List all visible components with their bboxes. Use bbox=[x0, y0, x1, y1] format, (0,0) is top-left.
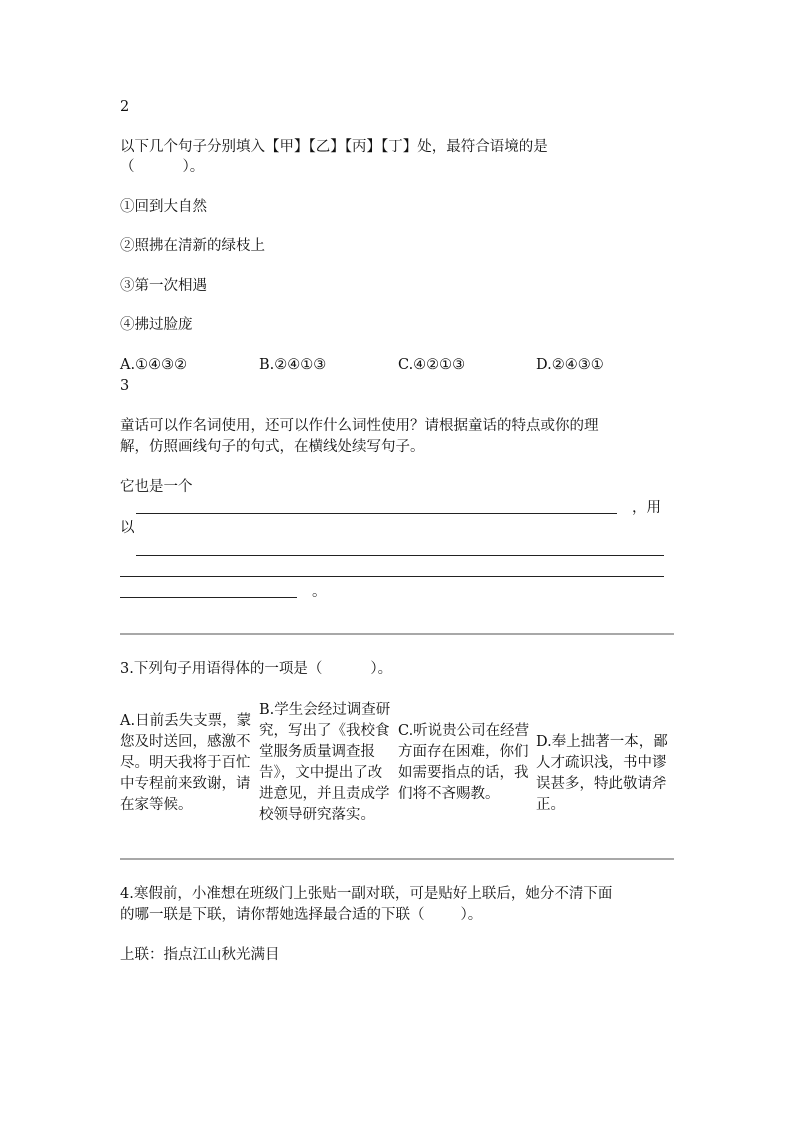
fill-mid2: 以 bbox=[120, 520, 135, 536]
option-b-cell[interactable]: B.学生会经过调查研究，写出了《我校食堂服务质量调查报告》，文中提出了改进意见，并且责成学校领导研究落实。 bbox=[259, 702, 391, 823]
option-c-cell[interactable]: C.听说贵公司在经营方面存在困难，你们如需要指点的话，我们将不吝赐教。 bbox=[398, 723, 530, 802]
question-3b-stem-prefix: 3.下列句子用语得体的一项是（ bbox=[120, 661, 323, 677]
sentence-item-4: ④拂过脸庞 bbox=[120, 317, 193, 333]
answer-line-4[interactable] bbox=[120, 597, 297, 598]
option-a-cell[interactable]: A.日前丢失支票，蒙您及时送回，感激不尽。明天我将于百忙中专程前来致谢，请在家等候。 bbox=[120, 713, 252, 813]
question-3b-stem-suffix: ）。 bbox=[370, 661, 393, 677]
couplet-upper: 上联：指点江山秋光满目 bbox=[120, 947, 280, 963]
question-2-stem: 以下几个句子分别填入【甲】【乙】【丙】【丁】处，最符合语境的是 bbox=[120, 139, 548, 155]
sentence-item-1: ①回到大自然 bbox=[120, 199, 207, 215]
question-3-stem-line1: 童话可以作名词使用，还可以作什么词性使用？请根据童话的特点或你的理 bbox=[120, 418, 599, 434]
answer-line-2[interactable] bbox=[136, 555, 664, 556]
question-3b-stem bbox=[120, 659, 392, 679]
sentence-item-2: ②照拂在清新的绿枝上 bbox=[120, 238, 265, 254]
answer-line-1[interactable] bbox=[136, 513, 617, 514]
question-4-stem-suffix: ）。 bbox=[460, 907, 483, 923]
option-a[interactable]: A.①④③② bbox=[120, 357, 188, 373]
question-3-number: 3 bbox=[120, 378, 130, 394]
option-d-cell[interactable]: D.奉上拙著一本，鄙人才疏识浅，书中谬误甚多，特此敬请斧正。 bbox=[536, 734, 668, 813]
section-divider-2 bbox=[120, 858, 674, 860]
fill-end: 。 bbox=[312, 584, 327, 600]
section-divider-1 bbox=[120, 633, 674, 635]
question-4-stem-line2 bbox=[120, 905, 482, 925]
question-2-answer-blank bbox=[120, 157, 204, 177]
paren-open: （ bbox=[120, 159, 135, 175]
option-b[interactable]: B.②④①③ bbox=[259, 357, 327, 373]
sentence-item-3: ③第一次相遇 bbox=[120, 278, 207, 294]
question-4-stem-prefix: 的哪一联是下联，请你帮她选择最合适的下联（ bbox=[120, 907, 425, 923]
question-2-number: 2 bbox=[120, 99, 130, 115]
option-c[interactable]: C.④②①③ bbox=[398, 357, 466, 373]
question-4-stem-line1: 4.寒假前，小准想在班级门上张贴一副对联，可是贴好上联后，她分不清下面 bbox=[120, 886, 613, 902]
fill-prefix: 它也是一个 bbox=[120, 479, 193, 495]
question-3-stem-line2: 解，仿照画线句子的句式，在横线处续写句子。 bbox=[120, 439, 425, 455]
paren-close: ）。 bbox=[182, 159, 205, 175]
answer-line-3[interactable] bbox=[120, 576, 664, 577]
fill-mid: ，用 bbox=[632, 500, 661, 516]
option-d[interactable]: D.②④③① bbox=[536, 357, 604, 373]
